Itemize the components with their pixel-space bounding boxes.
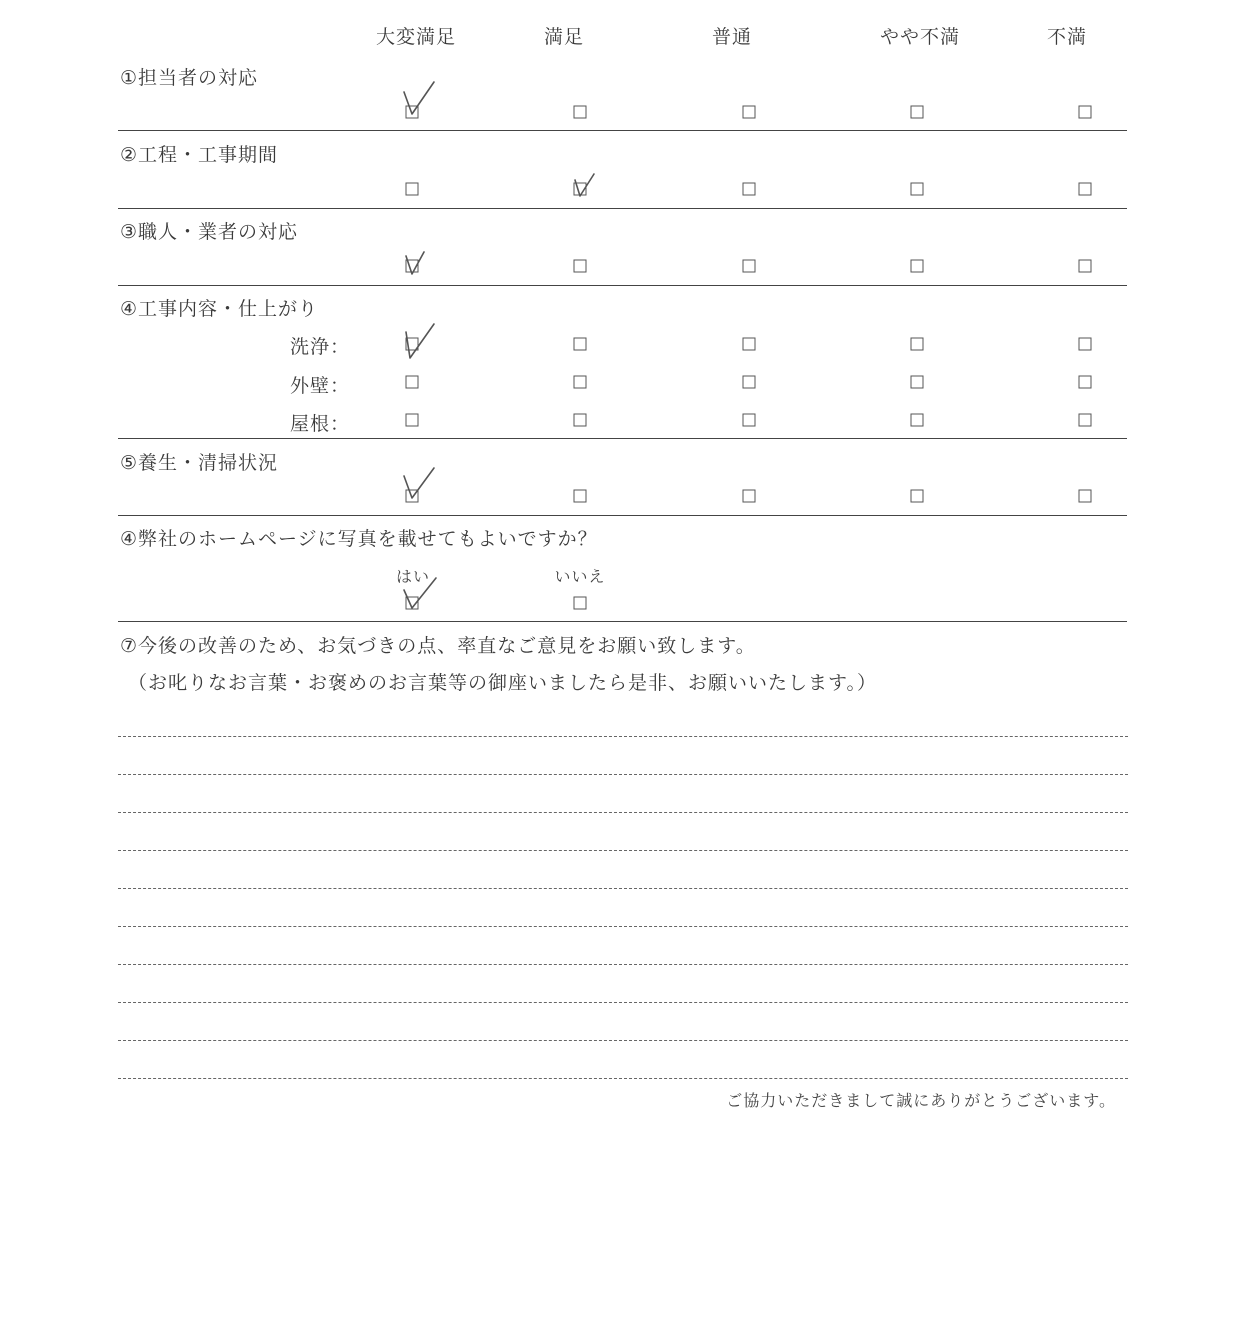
- column-header-dissatisfied: 不満: [1046, 26, 1088, 48]
- q1-handwritten-check-icon: [400, 78, 440, 118]
- q4-wall-checkbox-very-satisfied[interactable]: [406, 376, 419, 389]
- comment-line[interactable]: [118, 888, 1128, 889]
- comment-line[interactable]: [118, 1040, 1128, 1041]
- column-header-satisfied: 満足: [543, 26, 585, 48]
- q5-checkbox-neutral[interactable]: [743, 490, 756, 503]
- comment-line[interactable]: [118, 926, 1128, 927]
- q2-checkbox-very-satisfied[interactable]: [406, 183, 419, 196]
- q2-handwritten-check-icon: [568, 166, 608, 206]
- q4-wash-checkbox-dissatisfied[interactable]: [1079, 338, 1092, 351]
- question-6-label: ④弊社のホームページに写真を載せてもよいですか？: [120, 528, 598, 550]
- q4-wash-handwritten-check-icon: [400, 322, 440, 362]
- q3-checkbox-satisfied[interactable]: [574, 260, 587, 273]
- q6-handwritten-check-icon: [400, 574, 440, 614]
- q6-checkbox-no[interactable]: [574, 597, 587, 610]
- divider: [118, 208, 1127, 209]
- comment-line[interactable]: [118, 850, 1128, 851]
- question-4-label: ④工事内容・仕上がり: [120, 298, 319, 320]
- question-1-label: ①担当者の対応: [120, 67, 259, 89]
- q4-roof-checkbox-somewhat-dissatisfied[interactable]: [911, 414, 924, 427]
- comment-line[interactable]: [118, 736, 1128, 737]
- q2-checkbox-neutral[interactable]: [743, 183, 756, 196]
- q1-checkbox-neutral[interactable]: [743, 106, 756, 119]
- question-3-label: ③職人・業者の対応: [120, 221, 299, 243]
- column-header-very-satisfied: 大変満足: [375, 26, 457, 48]
- comment-line[interactable]: [118, 964, 1128, 965]
- question-5-label: ⑤養生・清掃状況: [120, 452, 279, 474]
- q1-checkbox-satisfied[interactable]: [574, 106, 587, 119]
- q5-checkbox-dissatisfied[interactable]: [1079, 490, 1092, 503]
- q4-wash-checkbox-neutral[interactable]: [743, 338, 756, 351]
- q3-checkbox-neutral[interactable]: [743, 260, 756, 273]
- q5-checkbox-satisfied[interactable]: [574, 490, 587, 503]
- q2-checkbox-dissatisfied[interactable]: [1079, 183, 1092, 196]
- column-header-neutral: 普通: [711, 26, 753, 48]
- q3-checkbox-somewhat-dissatisfied[interactable]: [911, 260, 924, 273]
- q4-wall-checkbox-satisfied[interactable]: [574, 376, 587, 389]
- q1-checkbox-dissatisfied[interactable]: [1079, 106, 1092, 119]
- q2-checkbox-somewhat-dissatisfied[interactable]: [911, 183, 924, 196]
- q3-handwritten-check-icon: [398, 244, 438, 284]
- q4-sub-roof-label: 屋根：: [290, 413, 351, 435]
- divider: [118, 515, 1127, 516]
- divider: [118, 621, 1127, 622]
- q5-handwritten-check-icon: [400, 462, 440, 502]
- column-header-somewhat-dissatisfied: やや不満: [879, 26, 961, 48]
- q4-wall-checkbox-dissatisfied[interactable]: [1079, 376, 1092, 389]
- q6-option-yes-label: はい: [395, 567, 431, 586]
- question-7-label: ⑦今後の改善のため、お気づきの点、率直なご意見をお願い致します。: [120, 635, 756, 657]
- q4-roof-checkbox-satisfied[interactable]: [574, 414, 587, 427]
- divider: [118, 285, 1127, 286]
- q4-roof-checkbox-neutral[interactable]: [743, 414, 756, 427]
- q6-option-no-label: いいえ: [554, 567, 606, 586]
- comment-line[interactable]: [118, 1078, 1128, 1079]
- comment-line[interactable]: [118, 812, 1128, 813]
- question-7-note: （お叱りなお言葉・お褒めのお言葉等の御座いましたら是非、お願いいたします。）: [128, 672, 877, 694]
- closing-message: ご協力いただきまして誠にありがとうございます。: [726, 1091, 1116, 1110]
- divider: [118, 438, 1127, 439]
- q4-roof-checkbox-very-satisfied[interactable]: [406, 414, 419, 427]
- q3-checkbox-dissatisfied[interactable]: [1079, 260, 1092, 273]
- q4-sub-wash-label: 洗浄：: [290, 336, 351, 358]
- q4-wash-checkbox-somewhat-dissatisfied[interactable]: [911, 338, 924, 351]
- q4-wash-checkbox-satisfied[interactable]: [574, 338, 587, 351]
- q4-wall-checkbox-neutral[interactable]: [743, 376, 756, 389]
- comment-line[interactable]: [118, 774, 1128, 775]
- divider: [118, 130, 1127, 131]
- question-2-label: ②工程・工事期間: [120, 144, 279, 166]
- q5-checkbox-somewhat-dissatisfied[interactable]: [911, 490, 924, 503]
- q4-sub-wall-label: 外壁：: [290, 375, 351, 397]
- q1-checkbox-somewhat-dissatisfied[interactable]: [911, 106, 924, 119]
- comment-line[interactable]: [118, 1002, 1128, 1003]
- q4-roof-checkbox-dissatisfied[interactable]: [1079, 414, 1092, 427]
- q4-wall-checkbox-somewhat-dissatisfied[interactable]: [911, 376, 924, 389]
